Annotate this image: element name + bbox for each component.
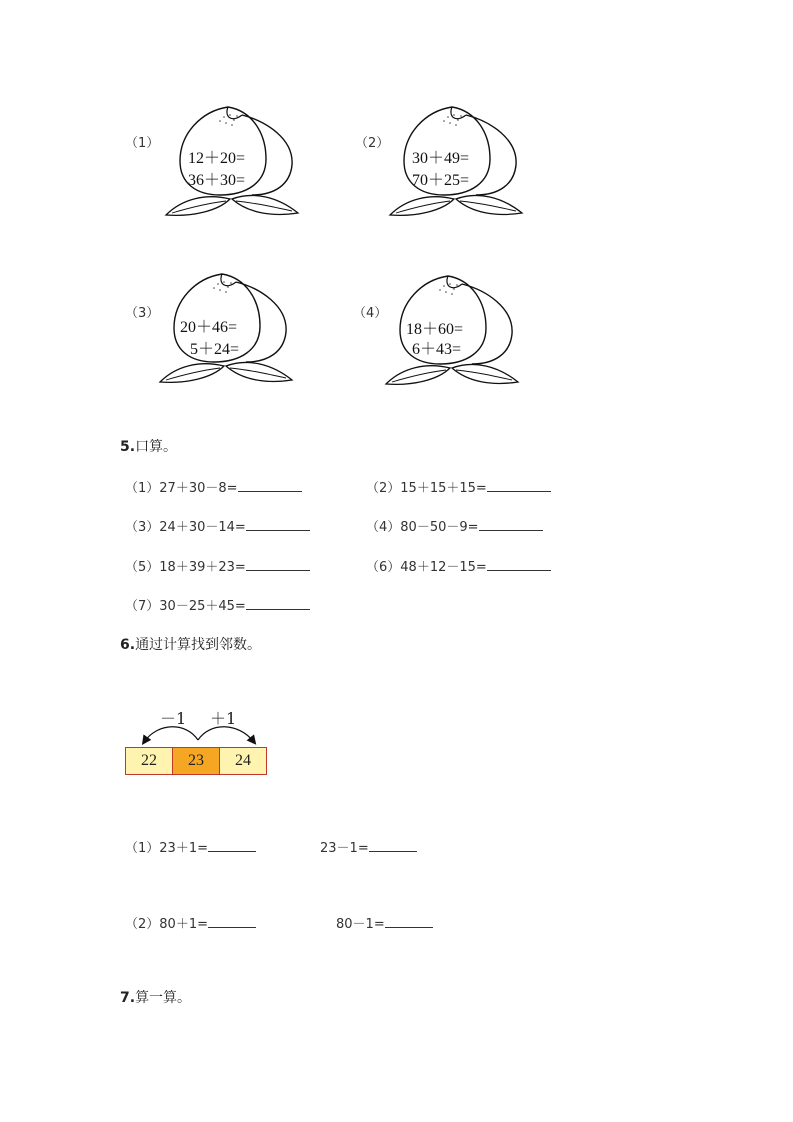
peach-label: （3）: [125, 306, 160, 321]
question-label: （5）: [125, 560, 160, 575]
right-arrow-icon: [198, 727, 254, 742]
answer-blank[interactable]: [238, 479, 302, 492]
section-title: 算一算。: [135, 990, 192, 1006]
section-number: 6.: [120, 637, 136, 653]
peach-expression: 6＋43=: [412, 341, 462, 358]
question-expression: 80＋1=: [159, 917, 208, 932]
peach-illustration: [386, 103, 536, 228]
question-6-1a: [125, 837, 256, 856]
peach-illustration: [162, 103, 312, 228]
peach-illustration: [156, 270, 306, 395]
peach-label: （2）: [355, 136, 390, 151]
question-5-7: [125, 595, 310, 614]
number-box-left: 22: [125, 747, 173, 775]
answer-blank[interactable]: [246, 518, 310, 531]
minus-one-label: －1: [160, 709, 187, 728]
answer-blank[interactable]: [385, 915, 433, 928]
question-label: （2）: [366, 481, 401, 496]
question-label: （1）: [125, 481, 160, 496]
answer-blank[interactable]: [487, 558, 551, 571]
peach-label: （1）: [125, 136, 160, 151]
answer-blank[interactable]: [246, 558, 310, 571]
question-label: （1）: [125, 841, 160, 856]
question-label: （4）: [366, 520, 401, 535]
section-7-heading: [120, 987, 191, 1007]
question-5-6: [366, 556, 551, 575]
question-5-1: [125, 477, 302, 496]
number-box-right: 24: [219, 747, 267, 775]
question-label: （2）: [125, 917, 160, 932]
section-number: 7.: [120, 990, 136, 1006]
peach-expression: 36＋30=: [188, 172, 246, 189]
number-box-middle: 23: [172, 747, 220, 775]
question-expression: 24＋30－14=: [159, 520, 246, 535]
question-6-2b: [336, 913, 433, 932]
peach-expression: 30＋49=: [412, 150, 470, 167]
question-5-2: [366, 477, 551, 496]
question-expression: 23＋1=: [159, 841, 208, 856]
answer-blank[interactable]: [479, 518, 543, 531]
question-5-3: [125, 516, 310, 535]
question-expression: 80－50－9=: [400, 520, 479, 535]
question-expression: 23－1=: [320, 841, 369, 856]
peach-expression: 18＋60=: [406, 321, 464, 338]
question-6-1b: [320, 837, 417, 856]
section-6-heading: [120, 634, 261, 654]
question-5-4: [366, 516, 543, 535]
question-label: （3）: [125, 520, 160, 535]
question-6-2a: [125, 913, 256, 932]
section-5-heading: [120, 436, 177, 456]
question-expression: 18＋39＋23=: [159, 560, 246, 575]
neighbor-number-diagram: [122, 704, 272, 780]
question-label: （6）: [366, 560, 401, 575]
question-expression: 27＋30－8=: [159, 481, 238, 496]
peach-expression: 12＋20=: [188, 150, 246, 167]
question-expression: 80－1=: [336, 917, 385, 932]
question-5-5: [125, 556, 310, 575]
question-expression: 30－25＋45=: [159, 599, 246, 614]
peach-label: （4）: [353, 306, 388, 321]
question-expression: 15＋15＋15=: [400, 481, 487, 496]
peach-expression: 70＋25=: [412, 172, 470, 189]
peach-expression: 20＋46=: [180, 319, 238, 336]
neighbor-arrows: [122, 704, 272, 752]
answer-blank[interactable]: [208, 839, 256, 852]
answer-blank[interactable]: [208, 915, 256, 928]
peach-illustration: [382, 272, 532, 397]
section-number: 5.: [120, 439, 136, 455]
question-label: （7）: [125, 599, 160, 614]
answer-blank[interactable]: [369, 839, 417, 852]
left-arrow-icon: [144, 727, 198, 742]
section-title: 口算。: [135, 439, 178, 455]
question-expression: 48＋12－15=: [400, 560, 487, 575]
answer-blank[interactable]: [246, 597, 310, 610]
plus-one-label: ＋1: [210, 709, 237, 728]
peach-expression: 5＋24=: [190, 341, 240, 358]
answer-blank[interactable]: [487, 479, 551, 492]
section-title: 通过计算找到邻数。: [135, 637, 262, 653]
